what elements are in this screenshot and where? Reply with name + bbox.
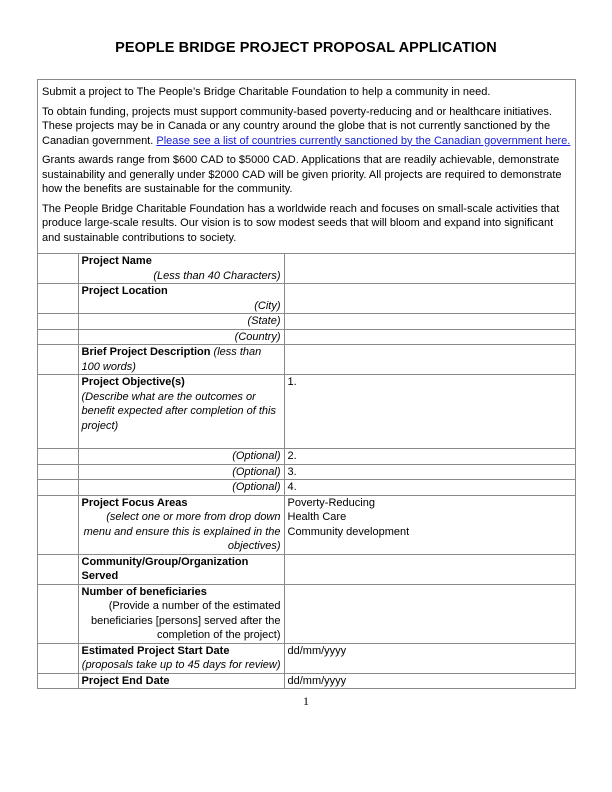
country-field[interactable] — [284, 329, 575, 345]
state-hint: (State) — [78, 314, 284, 330]
city-hint: (City) — [254, 299, 281, 312]
served-field[interactable] — [284, 554, 575, 584]
project-name-label-cell — [78, 254, 284, 284]
beneficiaries-hint: (Provide a number of the estimated beneficiaries [persons] served after the completion of the project) — [90, 600, 281, 641]
row-margin-cell — [38, 554, 78, 584]
objective-2-optional: (Optional) — [78, 449, 284, 465]
objective-label-cell — [78, 375, 284, 449]
start-date-hint: (proposals take up to 45 days for review) — [81, 659, 281, 671]
focus-areas-options[interactable] — [284, 495, 575, 554]
location-city-label-cell — [78, 284, 284, 314]
intro-paragraph-3: Grants awards range from $600 CAD to $5000 CAD. Applications that are readily achievable, demonstrate sustainability and generally under $2000 CAD will be given priority. All projects are required to demonstrate how the benefits are sustainable for the community. — [42, 154, 562, 195]
description-hint: (less than 100 words) — [81, 346, 262, 373]
beneficiaries-label: Number of beneficiaries — [81, 585, 207, 598]
row-description — [38, 345, 575, 375]
row-margin-cell — [38, 345, 78, 375]
focus-option-health[interactable]: Health Care — [287, 511, 347, 523]
objective-hint: (Describe what are the outcomes or benefit expected after completion of this project) — [81, 390, 276, 432]
objective-3-field[interactable]: 3. — [284, 464, 575, 480]
objective-4-field[interactable]: 4. — [284, 480, 575, 496]
row-location-country — [38, 329, 575, 345]
focus-hint: (select one or more from drop down menu and ensure this is explained in the objectives) — [83, 511, 281, 552]
country-hint: (Country) — [78, 329, 284, 345]
focus-label: Project Focus Areas — [81, 496, 188, 509]
served-label: Community/Group/Organization Served — [78, 554, 284, 584]
application-form — [37, 79, 576, 689]
end-date-label: Project End Date — [78, 673, 284, 688]
row-margin-cell — [38, 480, 78, 496]
focus-option-community[interactable]: Community development — [287, 525, 410, 538]
start-date-label-cell — [78, 643, 284, 673]
row-objective-2 — [38, 449, 575, 465]
row-margin-cell — [38, 643, 78, 673]
objective-label: Project Objective(s) — [81, 376, 185, 388]
beneficiaries-label-cell — [78, 584, 284, 643]
intro-paragraph-2 — [42, 105, 571, 149]
objective-4-optional: (Optional) — [78, 480, 284, 496]
row-location-city — [38, 284, 575, 314]
row-beneficiaries — [38, 584, 575, 643]
project-location-label: Project Location — [81, 285, 168, 297]
intro-section — [38, 80, 575, 253]
state-field[interactable] — [284, 314, 575, 330]
row-margin-cell — [38, 254, 78, 284]
intro-paragraph-1: Submit a project to The People’s Bridge Charitable Foundation to help a community in need. — [42, 86, 491, 98]
row-project-name — [38, 254, 575, 284]
proposal-table — [38, 253, 575, 688]
row-objective-1 — [38, 375, 575, 449]
row-margin-cell — [38, 495, 78, 554]
description-label: Brief Project Description — [81, 346, 211, 358]
objective-2-field[interactable]: 2. — [284, 449, 575, 465]
row-served — [38, 554, 575, 584]
project-name-field[interactable] — [284, 254, 575, 284]
project-name-label: Project Name — [81, 255, 152, 267]
row-objective-4 — [38, 480, 575, 496]
row-margin-cell — [38, 673, 78, 688]
project-name-hint: (Less than 40 Characters) — [153, 269, 281, 282]
row-margin-cell — [38, 329, 78, 345]
focus-label-cell — [78, 495, 284, 554]
row-margin-cell — [38, 464, 78, 480]
description-label-cell — [78, 345, 284, 375]
intro-paragraph-4: The People Bridge Charitable Foundation has a worldwide reach and focuses on small-scale activities that produce large-scale results. Our vision is to sow modest seeds that will bloom and expand into significant and sustainable contributions to society. — [42, 202, 560, 244]
city-field[interactable] — [284, 284, 575, 314]
sanctioned-countries-link[interactable]: Please see a list of countries currently sanctioned by the Canadian government here. — [156, 134, 571, 147]
intro-paragraph-2-text: To obtain funding, projects must support community-based poverty-reducing and or healthcare initiatives. These projects may be in Canada or any country around the globe that is not currently sanctioned by the Canadian government. — [42, 105, 552, 147]
row-margin-cell — [38, 375, 78, 449]
row-margin-cell — [38, 284, 78, 314]
beneficiaries-field[interactable] — [284, 584, 575, 643]
row-focus-areas — [38, 495, 575, 554]
row-margin-cell — [38, 584, 78, 643]
row-location-state — [38, 314, 575, 330]
row-end-date — [38, 673, 575, 688]
objective-3-optional: (Optional) — [78, 464, 284, 480]
start-date-label: Estimated Project Start Date — [81, 644, 230, 657]
row-margin-cell — [38, 449, 78, 465]
description-field[interactable] — [284, 345, 575, 375]
form-title: PEOPLE BRIDGE PROJECT PROPOSAL APPLICATION — [115, 40, 497, 56]
row-objective-3 — [38, 464, 575, 480]
row-start-date — [38, 643, 575, 673]
row-margin-cell — [38, 314, 78, 330]
focus-option-poverty[interactable]: Poverty-Reducing — [287, 496, 375, 509]
start-date-field[interactable]: dd/mm/yyyy — [284, 643, 575, 673]
page-number: 1 — [303, 694, 309, 708]
objective-1-field[interactable]: 1. — [284, 375, 575, 449]
end-date-field[interactable]: dd/mm/yyyy — [284, 673, 575, 688]
